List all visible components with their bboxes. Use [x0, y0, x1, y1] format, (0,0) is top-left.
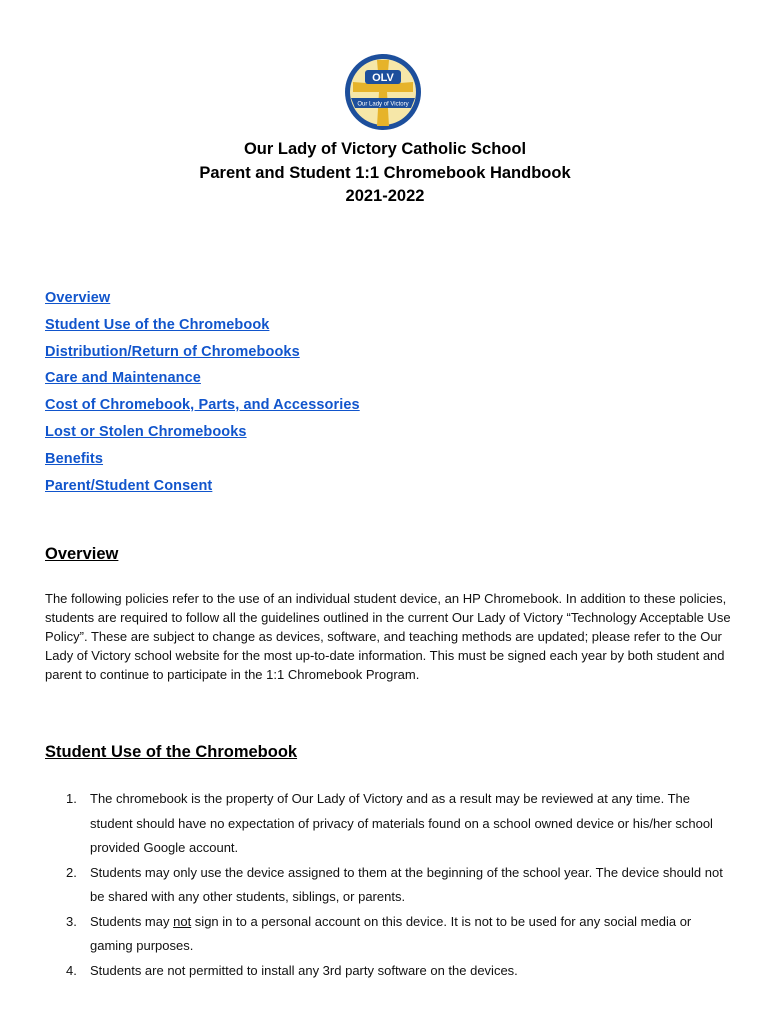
toc-link-distribution-return[interactable]: Distribution/Return of Chromebooks — [45, 343, 300, 360]
handbook-title: Parent and Student 1:1 Chromebook Handbook — [199, 163, 571, 182]
list-number: 2. — [66, 864, 77, 880]
toc-link-cost[interactable]: Cost of Chromebook, Parts, and Accessories — [45, 397, 360, 414]
overview-paragraph: The following policies refer to the use of an individual student device, an HP Chromebook. In addition to these policies, students are required to follow all the guidelines outlined in the current Our Lady of Victory “Technology Acceptable Use Policy”. These are subject to change as devices, software, and teaching methods are updated; please refer to the Our Lady of Victory school website for the most up-to-date information. This must be signed each year by both student and parent to continue to participate in the 1:1 Chromebook Program. — [45, 591, 731, 682]
toc-link-lost-stolen[interactable]: Lost or Stolen Chromebooks — [45, 423, 247, 440]
table-of-contents — [45, 285, 360, 499]
school-name: Our Lady of Victory Catholic School — [243, 140, 527, 158]
list-item — [45, 787, 735, 861]
document-title — [0, 138, 770, 209]
list-number: 3. — [66, 913, 77, 929]
list-number: 4. — [66, 962, 77, 978]
school-year: 2021-2022 — [345, 187, 425, 205]
list-item — [45, 959, 735, 984]
student-use-list — [45, 787, 735, 983]
toc-link-benefits[interactable]: Benefits — [45, 450, 104, 467]
list-item — [45, 910, 735, 959]
list-text-post: sign in to a personal account on this device. It is not to be used for any social media or gaming purposes. — [90, 913, 692, 953]
logo-ribbon-text: Our Lady of Victory — [357, 101, 409, 108]
list-text: The chromebook is the property of Our Lady of Victory and as a result may be reviewed at any time. The student should have no expectation of privacy of materials found on a school owned device or his/her school provided Google account. — [90, 791, 713, 855]
overview-heading: Overview — [45, 545, 119, 563]
list-text: Students are not permitted to install any 3rd party software on the devices. — [90, 962, 518, 978]
list-text-pre: Students may — [90, 913, 174, 929]
list-text-emphasis: not — [173, 913, 192, 929]
toc-link-overview[interactable]: Overview — [45, 290, 111, 306]
toc-link-student-use[interactable]: Student Use of the Chromebook — [45, 316, 270, 333]
toc-link-consent[interactable]: Parent/Student Consent — [45, 477, 213, 494]
list-item — [45, 861, 735, 910]
school-logo — [343, 52, 423, 132]
logo-abbrev: OLV — [372, 72, 394, 84]
student-use-heading: Student Use of the Chromebook — [45, 743, 298, 761]
list-text: Students may only use the device assigned to them at the beginning of the school year. The device should not be shared with any other students, siblings, or parents. — [90, 864, 723, 904]
toc-link-care-maintenance[interactable]: Care and Maintenance — [45, 370, 201, 387]
list-number: 1. — [66, 791, 77, 806]
